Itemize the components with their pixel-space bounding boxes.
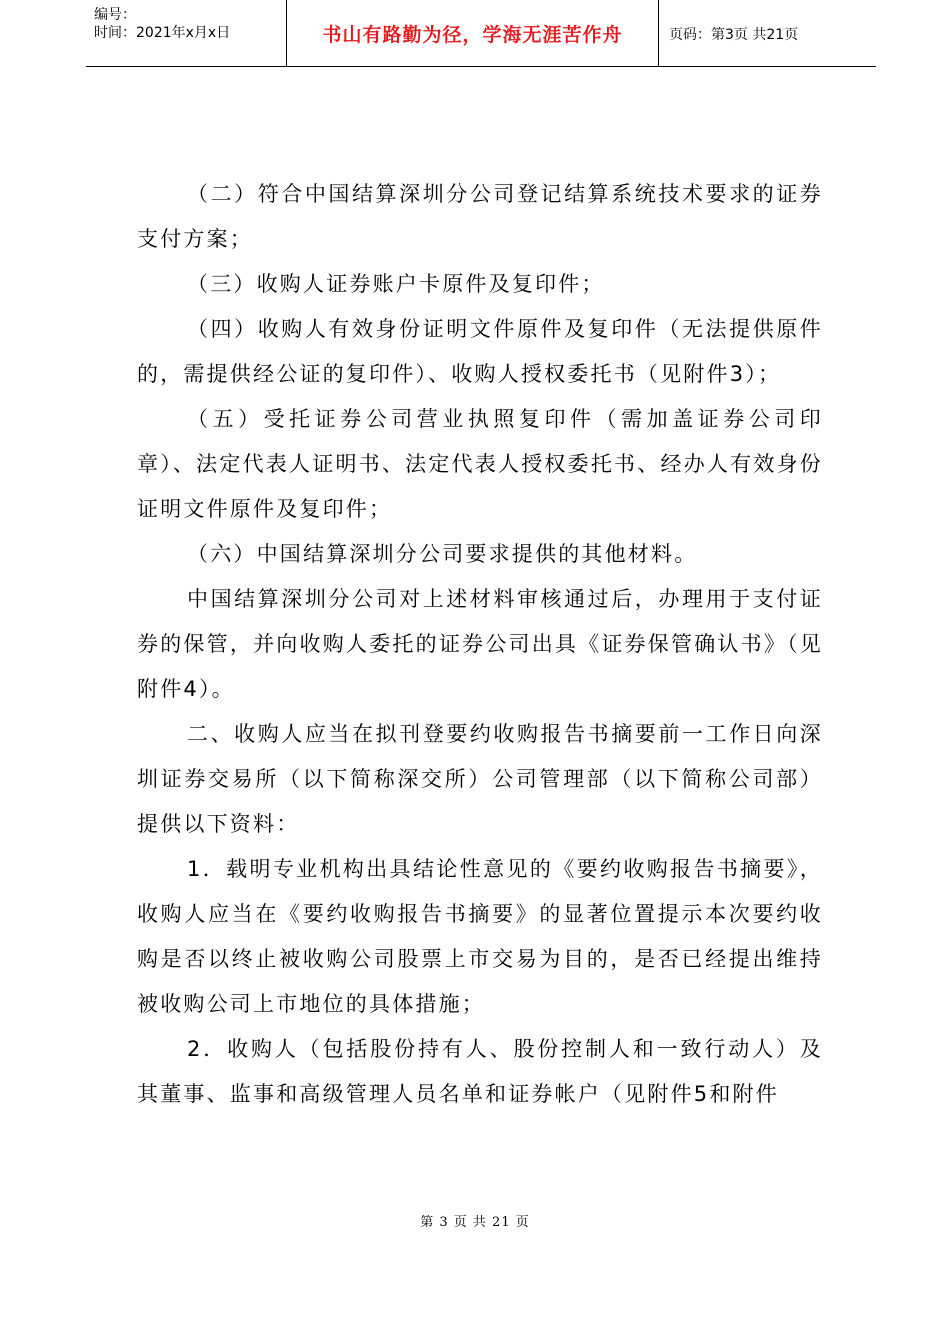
header-page-info: 页码：第3页 共21页 — [669, 26, 799, 43]
paragraph: 二、收购人应当在拟刊登要约收购报告书摘要前一工作日向深圳证券交易所（以下简称深交所）公司管理部（以下简称公司部）提供以下资料： — [137, 722, 823, 836]
document-number-label: 编号： — [94, 7, 136, 23]
header-meta — [86, 0, 286, 67]
paragraph: （三）收购人证券账户卡原件及复印件； — [187, 272, 605, 296]
paragraph: 中国结算深圳分公司对上述材料审核通过后，办理用于支付证券的保管，并向收购人委托的证券公司出具《证券保管确认书》（见附件4）。 — [137, 587, 823, 701]
header-motto: 书山有路勤为径，学海无涯苦作舟 — [322, 24, 623, 46]
document-body — [137, 172, 823, 1117]
header-motto-cell — [286, 0, 659, 67]
paragraph: （四）收购人有效身份证明文件原件及复印件（无法提供原件的，需提供经公证的复印件）、收购人授权委托书（见附件3）； — [137, 317, 823, 386]
page-header — [86, 0, 876, 67]
paragraph: 1．载明专业机构出具结论性意见的《要约收购报告书摘要》，收购人应当在《要约收购报告书摘要》的显著位置提示本次要约收购是否以终止被收购公司股票上市交易为目的，是否已经提出维持被收购公司上市地位的具体措施； — [137, 857, 823, 1016]
header-page-cell — [659, 0, 876, 67]
paragraph: （六）中国结算深圳分公司要求提供的其他材料。 — [187, 542, 698, 566]
paragraph: （五）受托证券公司营业执照复印件（需加盖证券公司印章）、法定代表人证明书、法定代表人授权委托书、经办人有效身份证明文件原件及复印件； — [137, 407, 823, 521]
document-date: 时间：2021年x月x日 — [94, 25, 231, 41]
paragraph: （二）符合中国结算深圳分公司登记结算系统技术要求的证券支付方案； — [137, 182, 823, 251]
paragraph: 2．收购人（包括股份持有人、股份控制人和一致行动人）及其董事、监事和高级管理人员名单和证券帐户（见附件5和附件 — [137, 1037, 823, 1106]
page-footer: 第 3 页 共 21 页 — [420, 1215, 530, 1230]
